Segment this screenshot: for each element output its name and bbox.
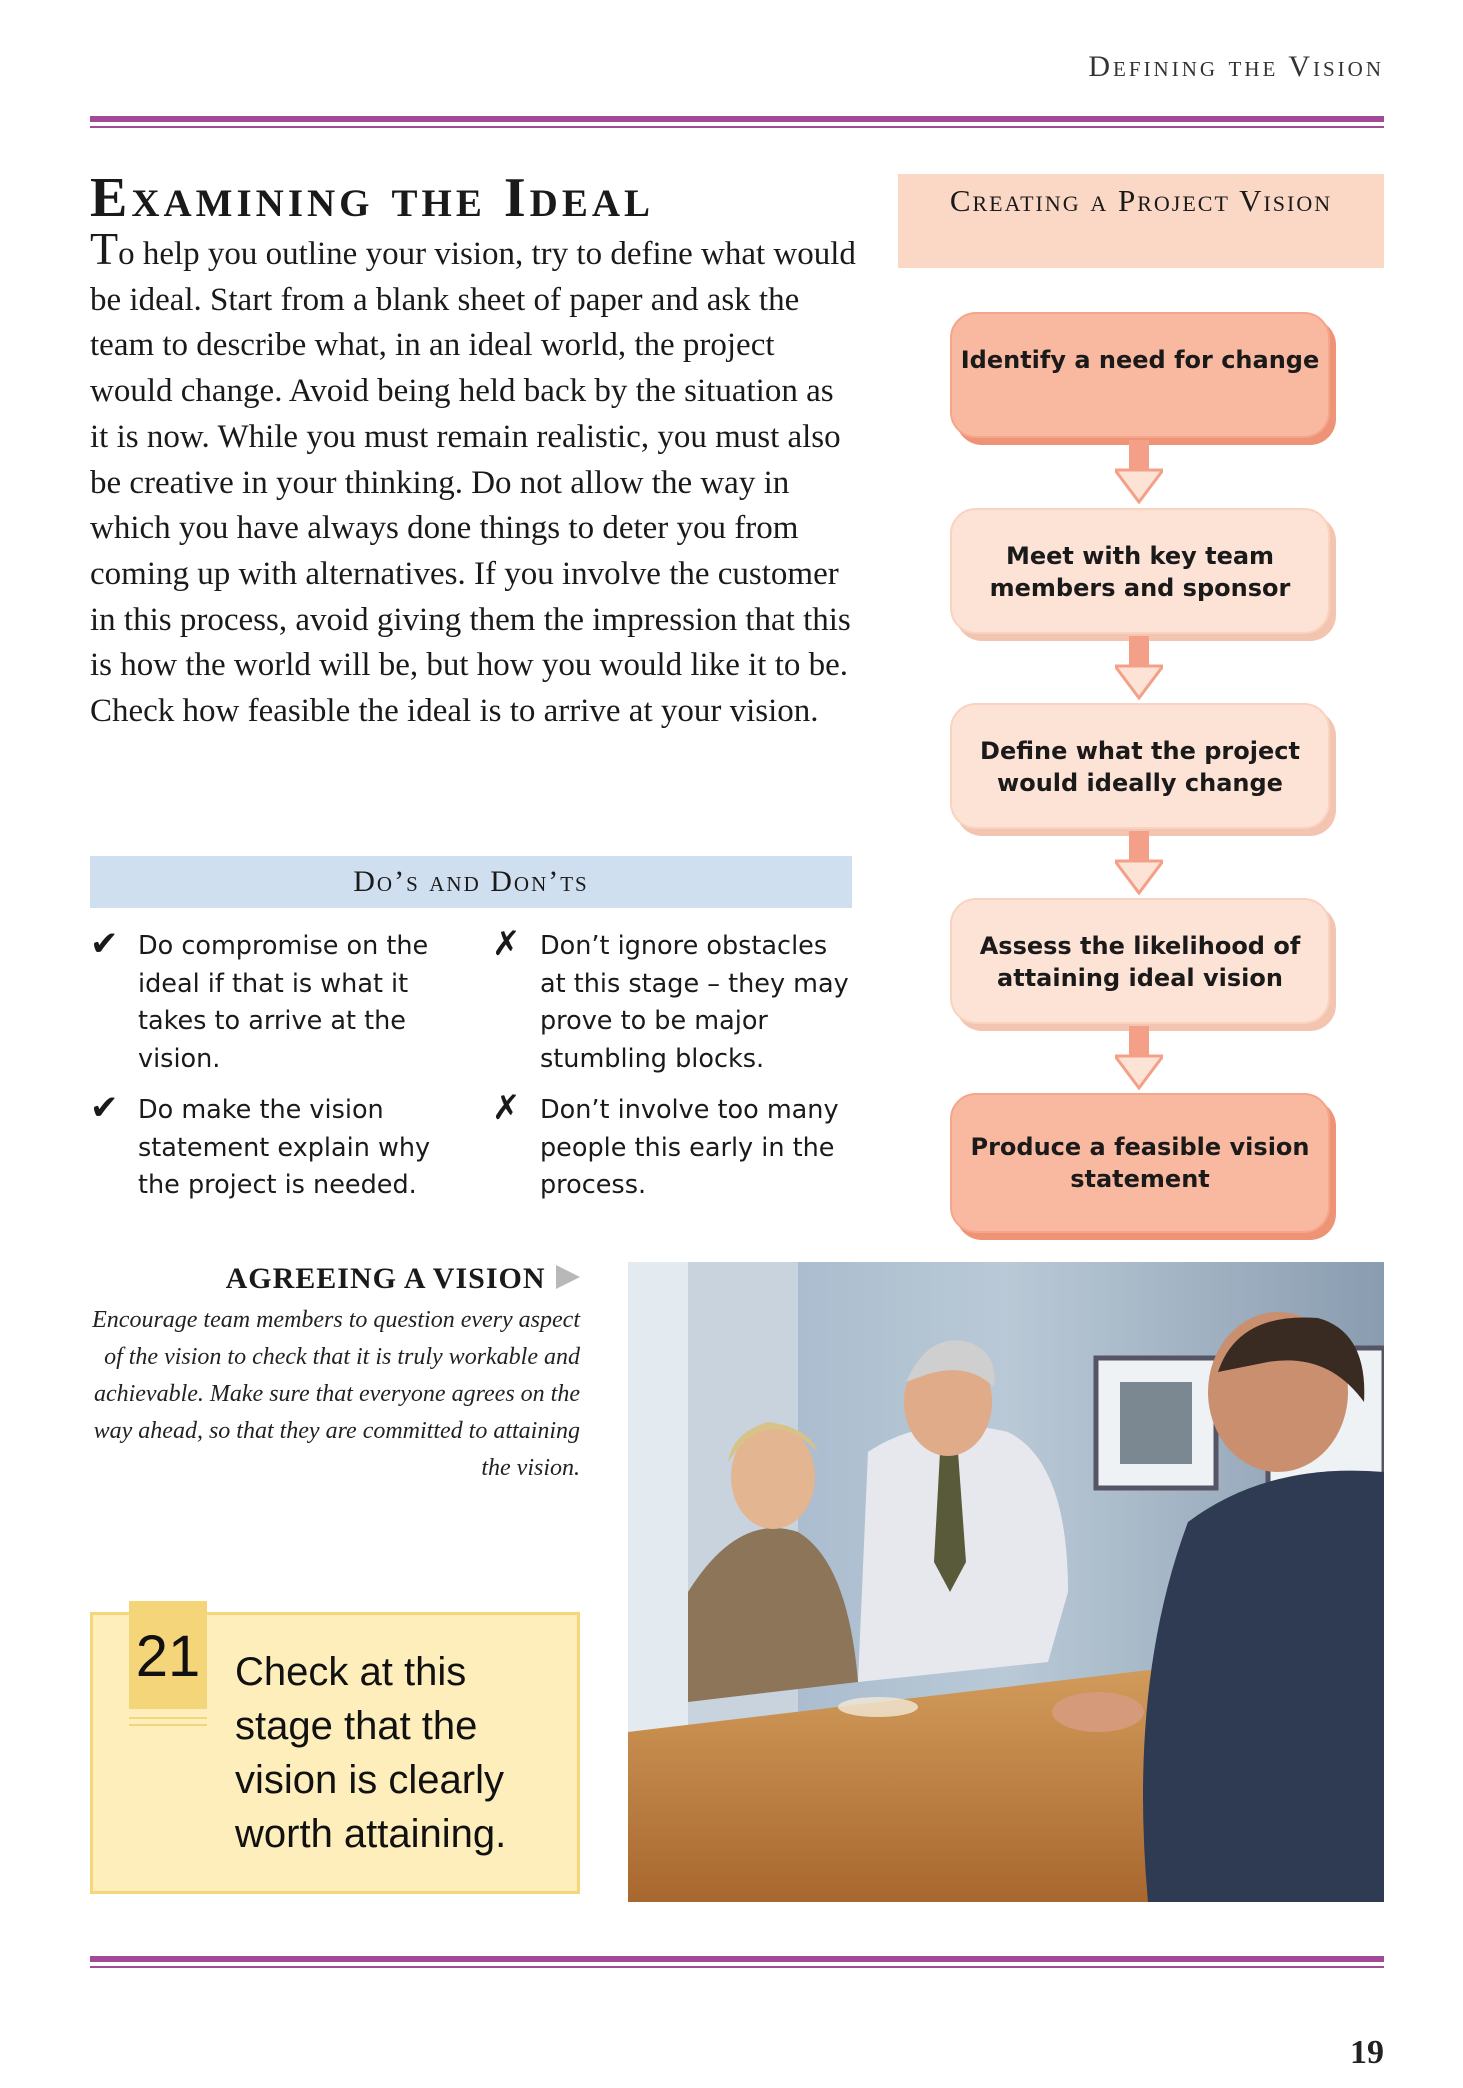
down-arrow-icon: [1115, 831, 1163, 895]
flow-step: Meet with key team members and sponsor: [950, 508, 1330, 634]
drop-cap: T: [90, 223, 119, 274]
dont-item: [492, 924, 860, 1078]
down-arrow-icon: [1115, 636, 1163, 700]
tip-text: Check at this stage that the vision is clearly worth attaining.: [235, 1650, 507, 1856]
caption-heading: [164, 1262, 582, 1296]
cross-icon: ✗: [492, 1088, 521, 1128]
do-item: [90, 1088, 458, 1205]
dos-donts-header: Do’s and Don’ts: [90, 856, 852, 908]
photo-glass: [838, 1697, 918, 1717]
caption-body: Encourage team members to question every aspect of the vision to check that it is truly workable and achievable. Make sure that everyone agrees on the way ahead, so that they are committed to attaining the vision.: [92, 1307, 580, 1481]
cross-icon: ✗: [492, 924, 521, 964]
checkmark-icon: ✔: [90, 1088, 119, 1128]
do-item-text: Do make the vision statement explain why the project is needed.: [138, 1095, 431, 1200]
checkmark-icon: ✔: [90, 924, 119, 964]
top-rule: [90, 116, 1384, 128]
tip-box: [90, 1612, 580, 1894]
photo-person-right-hand: [1052, 1692, 1144, 1732]
do-item-text: Do compromise on the ideal if that is what it takes to arrive at the vision.: [138, 931, 429, 1074]
flow-step: Identify a need for change: [950, 312, 1330, 438]
dont-item-text: Don’t involve too many people this early in the process.: [540, 1095, 839, 1200]
section-title: Examining the Ideal: [90, 167, 655, 229]
down-arrow-icon: [1115, 1026, 1163, 1090]
tip-number: 21: [135, 1624, 201, 1689]
photo-frame-picture: [1120, 1382, 1192, 1464]
dont-item: [492, 1088, 860, 1205]
flow-step: Assess the likelihood of attaining ideal vision: [950, 898, 1330, 1024]
down-arrow-icon: [1115, 440, 1163, 504]
page-number: 19: [1350, 2034, 1384, 2071]
meeting-photo: [628, 1262, 1384, 1902]
do-item: [90, 924, 458, 1078]
intro-text: o help you outline your vision, try to define what would be ideal. Start from a blank sheet of paper and ask the team to describe what, in an ideal world, the project would change. Avoid being held back by the situation as it is now. While you must remain realistic, you must also be creative in your thinking. Do not allow the way in which you have always done things to deter you from coming up with alternatives. If you involve the customer in this process, avoid giving them the impression that this is how the world will be, but how you would like it to be. Check how feasible the ideal is to arrive at your vision.: [90, 236, 856, 730]
bottom-rule: [90, 1956, 1384, 1968]
flow-step: Produce a feasible vision statement: [950, 1093, 1330, 1233]
running-header: Defining the Vision: [1088, 50, 1384, 83]
right-arrow-icon: [554, 1263, 582, 1291]
intro-paragraph: [90, 223, 860, 735]
flow-step: Define what the project would ideally change: [950, 703, 1330, 829]
dont-item-text: Don’t ignore obstacles at this stage – they may prove to be major stumbling blocks.: [540, 931, 849, 1074]
sidebar-header: Creating a Project Vision: [898, 174, 1384, 268]
tip-number-lines: [129, 1717, 207, 1731]
caption-heading-text: AGREEING A VISION: [225, 1262, 546, 1295]
